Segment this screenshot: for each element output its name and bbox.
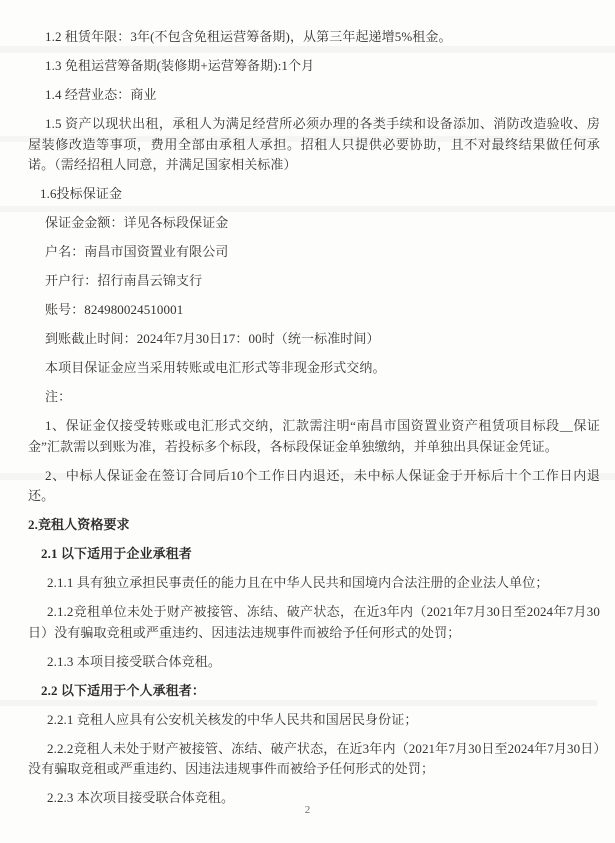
note-item-2: 2、中标人保证金在签订合同后10个工作日内退还，未中标人保证金于开标后十个工作日内退还。	[28, 467, 600, 503]
clause-1-4: 1.4 经营业态：商业	[45, 87, 157, 102]
clause-1-5: 1.5 资产以现状出租，承租人为满足经营所必须办理的各类手续和设备添加、消防改造验收、房屋装修改造等事项，费用全部由承租人承担。招租人只提供必要协助，且不对最终结果做任何承诺。（需经招租人同意，并满足国家相关标准）	[28, 116, 600, 172]
clause-1-6-heading: 1.6投标保证金	[40, 186, 123, 201]
clause-2-2-2: 2.2.2竞租人未处于财产被接管、冻结、破产状态，在近3年内（2021年7月30日至2024年7月30日）没有骗取竞租或严重违约、因违法违规事件而被给予任何形式的处罚；	[28, 740, 600, 776]
note-label: 注：	[45, 389, 72, 404]
account-number-line: 账号：824980024510001	[45, 302, 184, 317]
clause-2-1-1: 2.1.1 具有独立承担民事责任的能力且在中华人民共和国境内合法注册的企业法人单位；	[47, 575, 549, 590]
clause-2-2-1: 2.2.1 竞租人应具有公安机关核发的中华人民共和国居民身份证；	[47, 711, 418, 727]
note-item-1: 1、保证金仅接受转账或电汇形式交纳，汇款需注明“南昌市国资置业资产租赁项目标段__保证金”汇款需以到账为准，若投标多个标段，各标段保证金单独缴纳，并单独出具保证金凭证。	[28, 418, 600, 454]
document-body	[28, 27, 600, 817]
bank-branch-line: 开户行：招行南昌云锦支行	[45, 273, 203, 288]
clause-2-1-3: 2.1.3 本项目接受联合体竞租。	[47, 653, 221, 669]
account-name-line: 户名：南昌市国资置业有限公司	[45, 244, 229, 259]
clause-2-1-2: 2.1.2竞租单位未处于财产被接管、冻结、破产状态，在近3年内（2021年7月30日至2024年7月30日）没有骗取竞租或严重违约、因违法违规事件而被给予任何形式的处罚；	[28, 604, 600, 640]
arrival-deadline-line: 到账截止时间：2024年7月30日17：00时（统一标准时间）	[45, 331, 380, 346]
clause-2-2-3: 2.2.3 本次项目接受联合体竞租。	[47, 790, 235, 805]
section-2-2-heading: 2.2 以下适用于个人承租者：	[41, 682, 206, 698]
page-number: 2	[304, 804, 311, 816]
payment-method-line: 本项目保证金应当采用转账或电汇形式等非现金形式交纳。	[45, 360, 386, 375]
clause-1-3: 1.3 免租运营筹备期(装修期+运营筹备期):1个月	[45, 58, 315, 73]
clause-1-2: 1.2 租赁年限：3年(不包含免租运营筹备期)，从第三年起递增5%租金。	[45, 29, 452, 44]
deposit-amount-line: 保证金金额：详见各标段保证金	[45, 215, 229, 230]
section-2-1-heading: 2.1 以下适用于企业承租者	[41, 546, 192, 561]
section-2-heading: 2.竞租人资格要求	[28, 517, 130, 532]
